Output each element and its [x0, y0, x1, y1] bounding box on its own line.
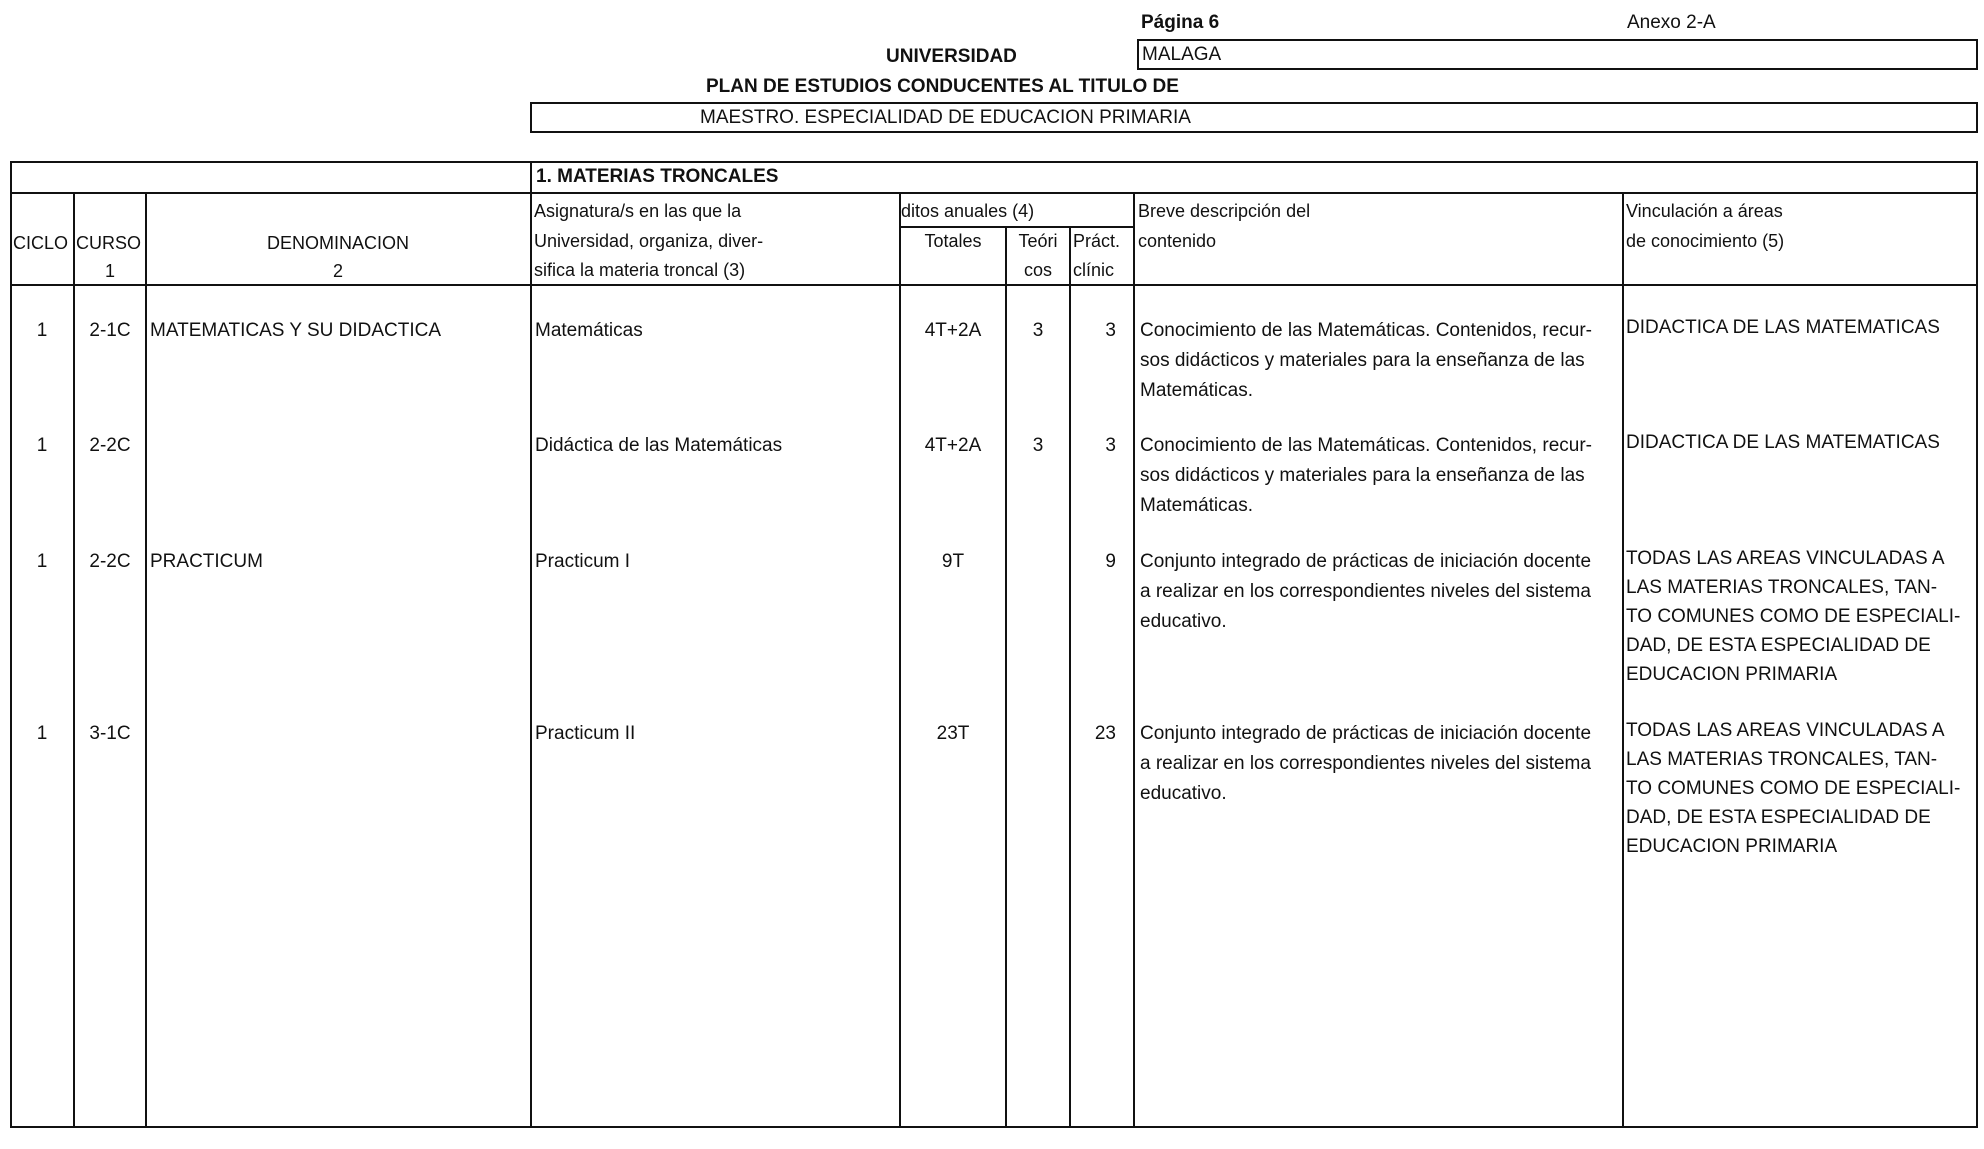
vinculacion-line: TODAS LAS AREAS VINCULADAS A: [1626, 548, 1945, 569]
descripcion-line: Conjunto integrado de prácticas de iniciación docente: [1140, 723, 1592, 744]
col-header-teoricos-2: cos: [1023, 260, 1052, 280]
annex-label: Anexo 2-A: [1627, 12, 1716, 33]
descripcion-line: Matemáticas.: [1140, 495, 1253, 516]
cell-asignatura: Practicum I: [535, 551, 631, 572]
col-header-denominacion: DENOMINACION: [266, 233, 409, 253]
cell-asignatura: Didáctica de las Matemáticas: [535, 435, 783, 456]
vinculacion-line: DIDACTICA DE LAS MATEMATICAS: [1626, 317, 1940, 338]
cell-curso: 2-2C: [89, 435, 131, 456]
vinculacion-line: DAD, DE ESTA ESPECIALIDAD DE: [1626, 807, 1931, 828]
cell-totales: 4T+2A: [924, 320, 982, 341]
col-line-practicos: [1133, 192, 1135, 1128]
cell-asignatura: Practicum II: [535, 723, 636, 744]
col-line-descripcion: [1622, 192, 1624, 1128]
descripcion-line: sos didácticos y materiales para la enseñanza de las: [1140, 465, 1585, 486]
col-header-totales: Totales: [924, 231, 982, 251]
vinculacion-line: EDUCACION PRIMARIA: [1626, 664, 1838, 685]
col-header-ciclo: CICLO: [13, 233, 69, 253]
col-line-curso: [145, 192, 147, 1128]
cell-ciclo: 1: [36, 551, 48, 572]
cell-ciclo: 1: [36, 320, 48, 341]
col-header-asignatura-1: Asignatura/s en las que la: [534, 201, 742, 221]
cell-curso: 2-2C: [89, 551, 131, 572]
col-line-asignatura: [899, 192, 901, 1128]
cell-vinculacion: [1626, 716, 1978, 861]
col-line-ciclo: [73, 192, 75, 1128]
university-name: MALAGA: [1142, 44, 1222, 65]
col-header-asignatura-3: sifica la materia troncal (3): [534, 260, 746, 280]
cell-descripcion: [1140, 547, 1620, 637]
university-label: UNIVERSIDAD: [886, 46, 1017, 67]
col-header-practicos-2: clínic: [1073, 260, 1115, 280]
cell-ciclo: 1: [36, 435, 48, 456]
cell-practicos: 3: [1105, 435, 1116, 456]
descripcion-line: Conocimiento de las Matemáticas. Contenidos, recur-: [1140, 435, 1592, 456]
cell-practicos: 23: [1094, 723, 1116, 744]
cell-denominacion: MATEMATICAS Y SU DIDACTICA: [150, 320, 442, 341]
col-line-teoricos: [1069, 226, 1071, 1128]
col-header-descripcion-2: contenido: [1138, 231, 1217, 251]
section-title: 1. MATERIAS TRONCALES: [536, 166, 779, 187]
col-header-asignatura-2: Universidad, organiza, diver-: [534, 231, 764, 251]
col-header-creditos: ditos anuales (4): [901, 201, 1035, 221]
col-header-curso: CURSO: [76, 233, 142, 253]
descripcion-line: educativo.: [1140, 783, 1227, 804]
vinculacion-line: DAD, DE ESTA ESPECIALIDAD DE: [1626, 635, 1931, 656]
title-divider: [10, 192, 1978, 194]
cell-denominacion: PRACTICUM: [150, 551, 263, 572]
vinculacion-line: TO COMUNES COMO DE ESPECIALI-: [1626, 606, 1961, 627]
descripcion-line: educativo.: [1140, 611, 1227, 632]
cell-teoricos: 3: [1032, 435, 1044, 456]
descripcion-line: Conocimiento de las Matemáticas. Contenidos, recur-: [1140, 320, 1592, 341]
descripcion-line: a realizar en los correspondientes niveles del sistema: [1140, 753, 1591, 774]
descripcion-line: Conjunto integrado de prácticas de iniciación docente: [1140, 551, 1592, 572]
cell-totales: 9T: [941, 551, 965, 572]
col-line-totales: [1005, 226, 1007, 1128]
vinculacion-line: LAS MATERIAS TRONCALES, TAN-: [1626, 577, 1938, 598]
col-header-vinculacion-2: de conocimiento (5): [1626, 231, 1785, 251]
degree-name: MAESTRO. ESPECIALIDAD DE EDUCACION PRIMARIA: [700, 107, 1191, 128]
cell-vinculacion: [1626, 428, 1978, 458]
page-number: Página 6: [1141, 12, 1220, 33]
descripcion-line: a realizar en los correspondientes niveles del sistema: [1140, 581, 1591, 602]
col-header-teoricos-1: Teóri: [1018, 231, 1058, 251]
cell-totales: 23T: [936, 723, 970, 744]
cell-ciclo: 1: [36, 723, 48, 744]
university-field: [1137, 39, 1978, 70]
descripcion-line: sos didácticos y materiales para la enseñanza de las: [1140, 350, 1585, 371]
col-header-practicos-1: Práct.: [1073, 231, 1121, 251]
vinculacion-line: TO COMUNES COMO DE ESPECIALI-: [1626, 778, 1961, 799]
cell-descripcion: [1140, 316, 1620, 406]
vinculacion-line: EDUCACION PRIMARIA: [1626, 836, 1838, 857]
descripcion-line: Matemáticas.: [1140, 380, 1253, 401]
cell-descripcion: [1140, 431, 1620, 521]
cell-curso: 3-1C: [89, 723, 131, 744]
vinculacion-line: TODAS LAS AREAS VINCULADAS A: [1626, 720, 1945, 741]
cell-totales: 4T+2A: [924, 435, 982, 456]
cell-vinculacion: [1626, 313, 1978, 343]
col-line-denominacion: [530, 161, 532, 1128]
cell-vinculacion: [1626, 544, 1978, 689]
cell-practicos: 9: [1105, 551, 1116, 572]
vinculacion-line: LAS MATERIAS TRONCALES, TAN-: [1626, 749, 1938, 770]
vinculacion-line: DIDACTICA DE LAS MATEMATICAS: [1626, 432, 1940, 453]
col-header-vinculacion-1: Vinculación a áreas: [1626, 201, 1783, 221]
cell-curso: 2-1C: [89, 320, 131, 341]
degree-field: [530, 102, 1978, 133]
cell-teoricos: 3: [1032, 320, 1044, 341]
cell-practicos: 3: [1105, 320, 1116, 341]
col-header-curso-num: 1: [104, 261, 115, 281]
col-header-denominacion-num: 2: [332, 261, 343, 281]
col-header-descripcion-1: Breve descripción del: [1138, 201, 1311, 221]
plan-label: PLAN DE ESTUDIOS CONDUCENTES AL TITULO DE: [706, 76, 1179, 97]
cell-asignatura: Matemáticas: [535, 320, 643, 341]
cell-descripcion: [1140, 719, 1620, 809]
